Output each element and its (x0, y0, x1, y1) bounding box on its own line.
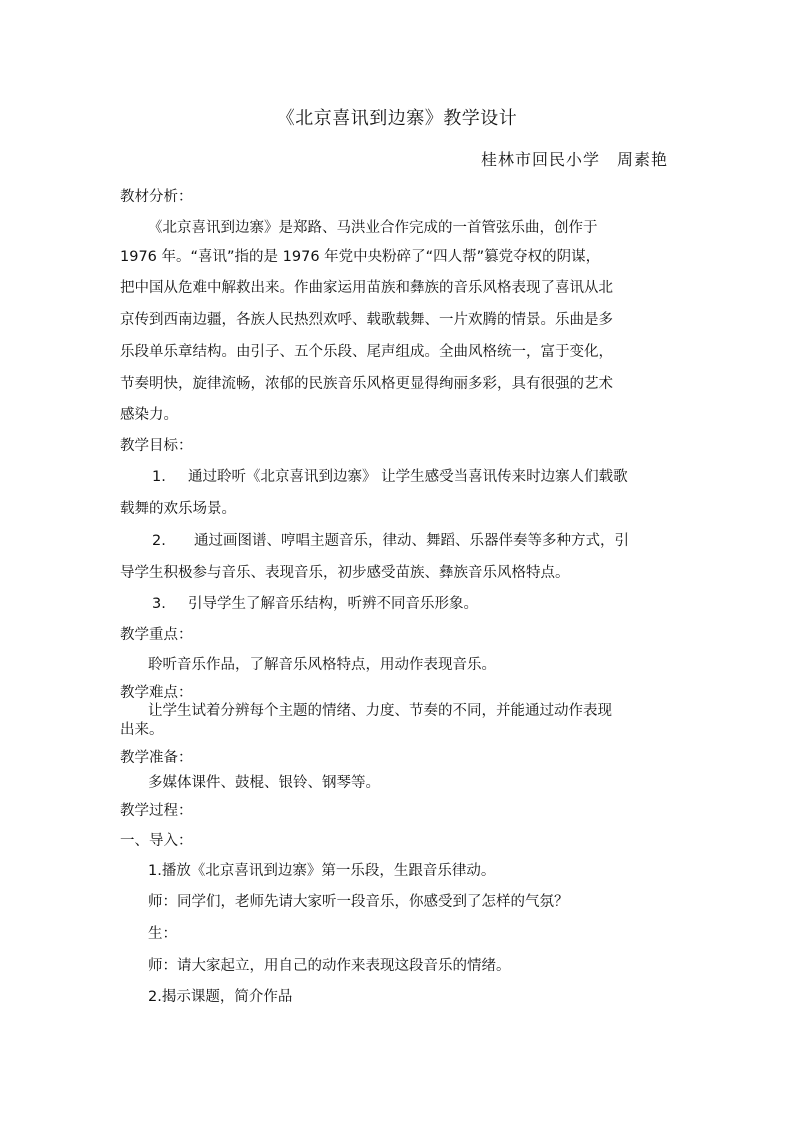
paragraph-line: 2.揭示课题，简介作品 (148, 989, 293, 1005)
paragraph-line: 导学生积极参与音乐、表现音乐，初步感受苗族、彝族音乐风格特点。 (120, 565, 570, 581)
paragraph-line: 1.播放《北京喜讯到边寨》第一乐段，生跟音乐律动。 (148, 863, 496, 879)
section-heading-analysis: 教材分析： (120, 189, 193, 205)
paragraph-line: 师：请大家起立，用自己的动作来表现这段音乐的情绪。 (148, 958, 511, 974)
paragraph-line: 节奏明快，旋律流畅，浓郁的民族音乐风格更显得绚丽多彩，具有很强的艺术 (120, 376, 613, 392)
goal-text: 引导学生了解音乐结构，听辨不同音乐形象。 (188, 596, 478, 612)
paragraph-line: 把中国从危难中解救出来。作曲家运用苗族和彝族的音乐风格表现了喜讯从北 (120, 280, 613, 296)
paragraph-line: 多媒体课件、鼓棍、银铃、钢琴等。 (148, 775, 380, 791)
goal-text: 通过画图谱、哼唱主题音乐，律动、舞蹈、乐器伴奏等多种方式，引 (194, 533, 629, 549)
section-heading-key: 教学重点： (120, 627, 193, 643)
paragraph-line: 让学生试着分辨每个主题的情绪、力度、节奏的不同，并能通过动作表现 (148, 703, 612, 719)
paragraph-line: 《北京喜讯到边寨》是郑路、马洪业合作完成的一首管弦乐曲，创作于 (148, 220, 598, 236)
section-heading-prep: 教学准备： (120, 750, 193, 766)
paragraph-line: 感染力。 (120, 407, 178, 423)
author-line: 桂林市回民小学 周素艳 (480, 150, 668, 169)
paragraph-line: 京传到西南边疆，各族人民热烈欢呼、载歌载舞、一片欢腾的情景。乐曲是多 (120, 312, 613, 328)
goal-item-1 (152, 467, 628, 487)
paragraph-line: 生： (148, 926, 177, 942)
document-title: 《北京喜讯到边寨》教学设计 (276, 108, 518, 129)
goal-text: 通过聆听《北京喜讯到边寨》 让学生感受当喜讯传来时边寨人们载歌 (188, 469, 628, 485)
goal-number: 3. (152, 596, 166, 612)
section-heading-goals: 教学目标： (120, 438, 193, 454)
section-heading-difficulty: 教学难点： (120, 685, 193, 701)
paragraph-line: 1976 年。“喜讯”指的是 1976 年党中央粉碎了“四人帮”篡党夺权的阴谋， (120, 249, 601, 265)
section-heading-process: 教学过程： (120, 803, 193, 819)
paragraph-line: 载舞的欢乐场景。 (120, 501, 236, 517)
paragraph-line: 乐段单乐章结构。由引子、五个乐段、尾声组成。全曲风格统一，富于变化， (120, 344, 613, 360)
goal-number: 2. (152, 533, 166, 549)
paragraph-line: 聆听音乐作品，了解音乐风格特点，用动作表现音乐。 (148, 657, 496, 673)
goal-item-2 (152, 531, 629, 551)
goal-number: 1. (152, 469, 166, 485)
paragraph-line: 出来。 (120, 722, 164, 738)
goal-item-3 (152, 594, 478, 614)
paragraph-line: 师：同学们，老师先请大家听一段音乐，你感受到了怎样的气氛？ (148, 894, 569, 910)
subsection-heading-intro: 一、导入： (120, 833, 193, 849)
